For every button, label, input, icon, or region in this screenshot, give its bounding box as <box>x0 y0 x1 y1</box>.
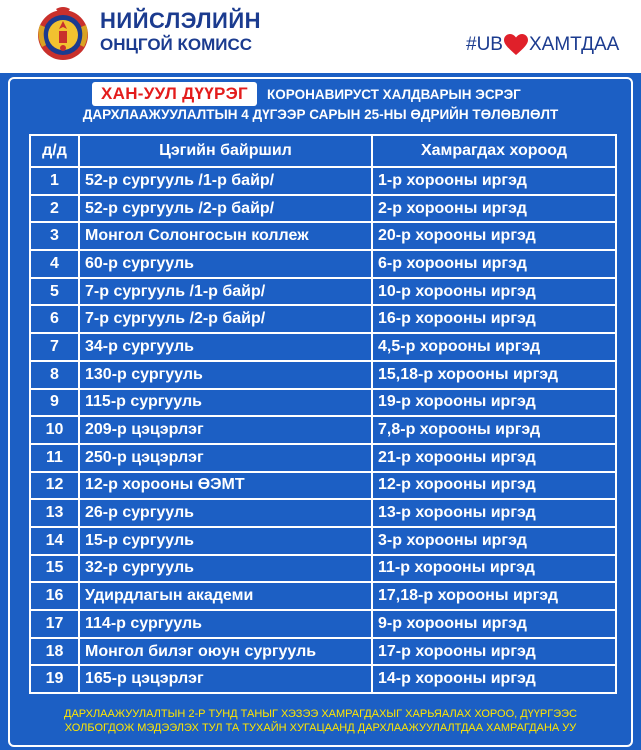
table-row <box>30 582 616 610</box>
row-location: 7-р сургууль /2-р байр/ <box>79 305 372 333</box>
header <box>0 0 641 70</box>
row-location: 15-р сургууль <box>79 527 372 555</box>
table-row <box>30 389 616 417</box>
row-number: 18 <box>30 638 79 666</box>
row-location: 52-р сургууль /2-р байр/ <box>79 195 372 223</box>
row-coverage: 14-р хорооны иргэд <box>372 665 616 693</box>
row-coverage: 4,5-р хорооны иргэд <box>372 333 616 361</box>
title-row <box>92 82 521 106</box>
row-number: 6 <box>30 305 79 333</box>
table-row <box>30 361 616 389</box>
row-coverage: 10-р хорооны иргэд <box>372 278 616 306</box>
row-coverage: 16-р хорооны иргэд <box>372 305 616 333</box>
row-number: 14 <box>30 527 79 555</box>
row-location: 250-р цэцэрлэг <box>79 444 372 472</box>
row-coverage: 7,8-р хорооны иргэд <box>372 416 616 444</box>
row-coverage: 12-р хорооны иргэд <box>372 472 616 500</box>
table-row <box>30 195 616 223</box>
tagline-suffix: ХАМТДАА <box>528 34 620 55</box>
row-coverage: 20-р хорооны иргэд <box>372 222 616 250</box>
row-coverage: 1-р хорооны иргэд <box>372 167 616 195</box>
row-location: 34-р сургууль <box>79 333 372 361</box>
district-badge: ХАН-УУЛ ДҮҮРЭГ <box>92 82 257 106</box>
table-row <box>30 472 616 500</box>
row-coverage: 19-р хорооны иргэд <box>372 389 616 417</box>
row-location: Монгол билэг оюун сургууль <box>79 638 372 666</box>
table-row <box>30 222 616 250</box>
row-location: 26-р сургууль <box>79 499 372 527</box>
row-coverage: 21-р хорооны иргэд <box>372 444 616 472</box>
row-number: 13 <box>30 499 79 527</box>
table-row <box>30 167 616 195</box>
footer-note-line1: ДАРХЛААЖУУЛАЛТЫН 2-Р ТУНД ТАНЫГ ХЭЗЭЭ ХАМРАГДАХЫГ ХАРЬЯАЛАХ ХОРОО, ДҮҮРГЭЭС <box>64 708 577 720</box>
table-row <box>30 555 616 583</box>
row-location: 7-р сургууль /1-р байр/ <box>79 278 372 306</box>
row-coverage: 17,18-р хорооны иргэд <box>372 582 616 610</box>
row-location: 115-р сургууль <box>79 389 372 417</box>
row-number: 19 <box>30 665 79 693</box>
org-name-line2: ОНЦГОЙ КОМИСС <box>100 35 253 54</box>
row-location: 52-р сургууль /1-р байр/ <box>79 167 372 195</box>
table-row <box>30 278 616 306</box>
row-location: 130-р сургууль <box>79 361 372 389</box>
row-location: Монгол Солонгосын коллеж <box>79 222 372 250</box>
row-number: 2 <box>30 195 79 223</box>
heart-icon <box>504 34 528 56</box>
tagline-prefix: #UB <box>466 34 503 55</box>
table-row <box>30 444 616 472</box>
title-line2: ДАРХЛААЖУУЛАЛТЫН 4 ДҮГЭЭР САРЫН 25-НЫ ӨДРИЙН ТӨЛӨВЛӨЛТ <box>82 107 559 122</box>
row-coverage: 2-р хорооны иргэд <box>372 195 616 223</box>
row-location: 32-р сургууль <box>79 555 372 583</box>
table-row <box>30 610 616 638</box>
row-location: 12-р хорооны ӨЭМТ <box>79 472 372 500</box>
table-header-row <box>30 135 616 167</box>
row-coverage: 17-р хорооны иргэд <box>372 638 616 666</box>
row-number: 9 <box>30 389 79 417</box>
table-row <box>30 333 616 361</box>
table-row <box>30 416 616 444</box>
header-location: Цэгийн байршил <box>79 135 372 167</box>
row-coverage: 6-р хорооны иргэд <box>372 250 616 278</box>
table-row <box>30 499 616 527</box>
table-row <box>30 638 616 666</box>
row-number: 7 <box>30 333 79 361</box>
table-row <box>30 305 616 333</box>
row-location: 60-р сургууль <box>79 250 372 278</box>
row-number: 12 <box>30 472 79 500</box>
row-coverage: 9-р хорооны иргэд <box>372 610 616 638</box>
title-line1: КОРОНАВИРУСТ ХАЛДВАРЫН ЭСРЭГ <box>267 86 521 102</box>
row-number: 1 <box>30 167 79 195</box>
row-number: 3 <box>30 222 79 250</box>
row-number: 16 <box>30 582 79 610</box>
footer-note-line2: ХОЛБОГДОЖ МЭДЭЭЛЭХ ТУЛ ТА ТУХАЙН ХУГАЦААНД ДАРХЛААЖУУЛАЛТДАА ХАМРАГДАНА УУ <box>64 722 577 734</box>
row-number: 11 <box>30 444 79 472</box>
table-row <box>30 527 616 555</box>
row-number: 15 <box>30 555 79 583</box>
row-coverage: 3-р хорооны иргэд <box>372 527 616 555</box>
row-number: 4 <box>30 250 79 278</box>
row-number: 10 <box>30 416 79 444</box>
row-number: 17 <box>30 610 79 638</box>
table-row <box>30 665 616 693</box>
header-number: д/д <box>30 135 79 167</box>
row-coverage: 11-р хорооны иргэд <box>372 555 616 583</box>
soyombo-emblem-icon <box>34 5 92 63</box>
row-number: 5 <box>30 278 79 306</box>
row-location: Удирдлагын академи <box>79 582 372 610</box>
row-coverage: 15,18-р хорооны иргэд <box>372 361 616 389</box>
org-name-line1: НИЙСЛЭЛИЙН <box>100 8 262 33</box>
table-row <box>30 250 616 278</box>
header-coverage: Хамрагдах хороод <box>372 135 616 167</box>
row-location: 209-р цэцэрлэг <box>79 416 372 444</box>
row-location: 114-р сургууль <box>79 610 372 638</box>
row-location: 165-р цэцэрлэг <box>79 665 372 693</box>
hashtag-tagline <box>466 34 619 56</box>
row-number: 8 <box>30 361 79 389</box>
row-coverage: 13-р хорооны иргэд <box>372 499 616 527</box>
vaccination-schedule-table <box>29 134 617 694</box>
